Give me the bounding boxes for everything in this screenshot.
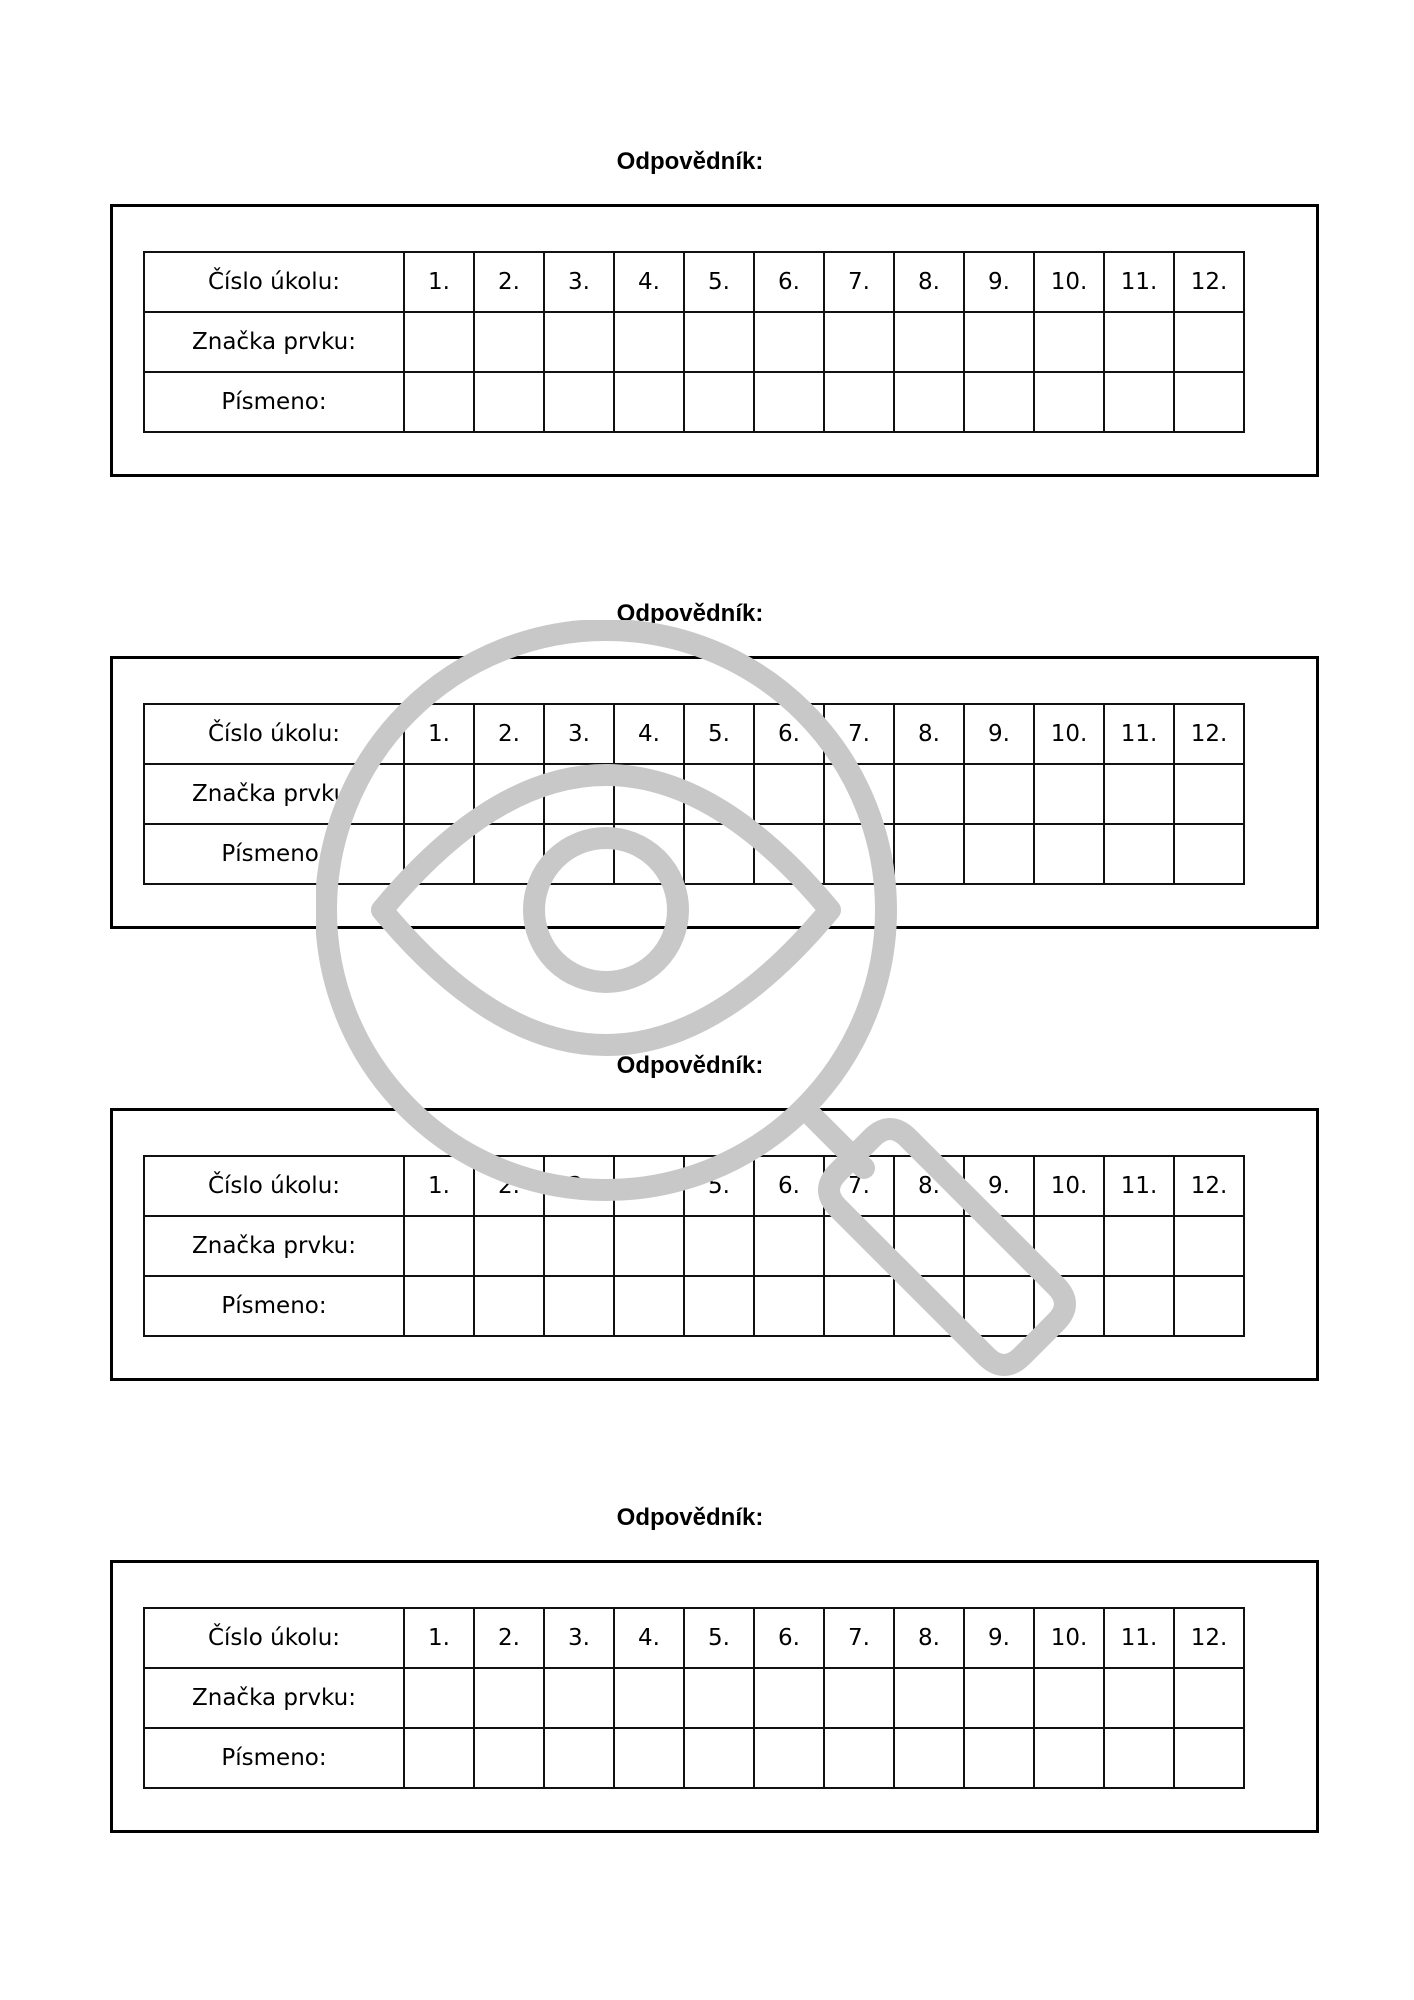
- task-number-cell: 9.: [964, 1608, 1034, 1668]
- answer-cell[interactable]: [684, 1216, 754, 1276]
- answer-cell[interactable]: [754, 372, 824, 432]
- task-number-cell: 1.: [404, 1156, 474, 1216]
- answer-cell[interactable]: [1174, 1668, 1244, 1728]
- task-number-cell: 10.: [1034, 1156, 1104, 1216]
- row-label: Číslo úkolu:: [144, 704, 404, 764]
- answer-cell[interactable]: [754, 764, 824, 824]
- letter-row: [144, 1728, 1244, 1788]
- answer-cell[interactable]: [1104, 372, 1174, 432]
- row-label: Značka prvku:: [144, 1668, 404, 1728]
- answer-cell[interactable]: [474, 1276, 544, 1336]
- answer-frame: [110, 204, 1319, 477]
- section-title: Odpovědník:: [616, 1504, 764, 1531]
- task-number-cell: 4.: [614, 704, 684, 764]
- task-number-cell: 11.: [1104, 704, 1174, 764]
- answer-cell[interactable]: [544, 1728, 614, 1788]
- task-number-cell: 2.: [474, 1608, 544, 1668]
- answer-cell[interactable]: [614, 764, 684, 824]
- element-symbol-row: [144, 1216, 1244, 1276]
- answer-cell[interactable]: [614, 372, 684, 432]
- task-number-cell: 12.: [1174, 252, 1244, 312]
- answer-cell[interactable]: [824, 1216, 894, 1276]
- task-number-cell: 7.: [824, 1608, 894, 1668]
- answer-cell[interactable]: [684, 1728, 754, 1788]
- answer-cell[interactable]: [544, 1216, 614, 1276]
- answer-cell[interactable]: [684, 372, 754, 432]
- answer-cell[interactable]: [754, 1668, 824, 1728]
- answer-cell[interactable]: [474, 312, 544, 372]
- task-number-cell: 11.: [1104, 1608, 1174, 1668]
- task-number-cell: 2.: [474, 252, 544, 312]
- answer-cell[interactable]: [684, 312, 754, 372]
- answer-cell[interactable]: [1174, 764, 1244, 824]
- task-number-cell: 8.: [894, 252, 964, 312]
- task-number-cell: 3.: [544, 252, 614, 312]
- answer-cell[interactable]: [824, 1276, 894, 1336]
- answer-cell[interactable]: [1104, 1276, 1174, 1336]
- answer-cell[interactable]: [404, 1668, 474, 1728]
- task-number-cell: 2.: [474, 1156, 544, 1216]
- row-label: Písmeno:: [144, 1728, 404, 1788]
- answer-cell[interactable]: [964, 312, 1034, 372]
- row-label: Písmeno:: [144, 1276, 404, 1336]
- answer-cell[interactable]: [614, 824, 684, 884]
- answer-cell[interactable]: [894, 312, 964, 372]
- answer-cell[interactable]: [964, 1276, 1034, 1336]
- answer-cell[interactable]: [964, 824, 1034, 884]
- answer-cell[interactable]: [1034, 312, 1104, 372]
- task-number-cell: 10.: [1034, 704, 1104, 764]
- section-title: Odpovědník:: [616, 148, 764, 175]
- answer-cell[interactable]: [1174, 1728, 1244, 1788]
- task-number-cell: 10.: [1034, 1608, 1104, 1668]
- task-number-row: [144, 1156, 1244, 1216]
- task-number-cell: 3.: [544, 1608, 614, 1668]
- task-number-cell: 3.: [544, 1156, 614, 1216]
- answer-cell[interactable]: [1174, 372, 1244, 432]
- answer-cell[interactable]: [964, 372, 1034, 432]
- answer-cell[interactable]: [544, 1668, 614, 1728]
- task-number-cell: 12.: [1174, 1156, 1244, 1216]
- answer-cell[interactable]: [964, 1728, 1034, 1788]
- row-label: Číslo úkolu:: [144, 1156, 404, 1216]
- row-label: Značka prvku:: [144, 764, 404, 824]
- answer-cell[interactable]: [404, 372, 474, 432]
- task-number-cell: 10.: [1034, 252, 1104, 312]
- answer-cell[interactable]: [474, 824, 544, 884]
- task-number-row: [144, 1608, 1244, 1668]
- task-number-cell: 7.: [824, 704, 894, 764]
- answer-cell[interactable]: [824, 764, 894, 824]
- task-number-cell: 5.: [684, 1156, 754, 1216]
- answer-cell[interactable]: [824, 824, 894, 884]
- answer-cell[interactable]: [544, 372, 614, 432]
- answer-cell[interactable]: [404, 312, 474, 372]
- answer-cell[interactable]: [474, 1728, 544, 1788]
- row-label: Číslo úkolu:: [144, 1608, 404, 1668]
- answer-cell[interactable]: [754, 1276, 824, 1336]
- task-number-cell: 6.: [754, 1608, 824, 1668]
- row-label: Značka prvku:: [144, 1216, 404, 1276]
- answer-cell[interactable]: [404, 824, 474, 884]
- letter-row: [144, 372, 1244, 432]
- answer-cell[interactable]: [1174, 312, 1244, 372]
- element-symbol-row: [144, 312, 1244, 372]
- answer-cell[interactable]: [894, 1276, 964, 1336]
- task-number-cell: 9.: [964, 704, 1034, 764]
- answer-cell[interactable]: [894, 1216, 964, 1276]
- task-number-cell: 12.: [1174, 704, 1244, 764]
- answer-cell[interactable]: [614, 1728, 684, 1788]
- answer-cell[interactable]: [754, 1728, 824, 1788]
- answer-cell[interactable]: [824, 1668, 894, 1728]
- answer-cell[interactable]: [544, 312, 614, 372]
- task-number-cell: 5.: [684, 252, 754, 312]
- answer-cell[interactable]: [1174, 1216, 1244, 1276]
- answer-cell[interactable]: [1034, 1276, 1104, 1336]
- task-number-cell: 11.: [1104, 1156, 1174, 1216]
- task-number-row: [144, 252, 1244, 312]
- task-number-cell: 7.: [824, 1156, 894, 1216]
- answer-cell[interactable]: [894, 1668, 964, 1728]
- answer-cell[interactable]: [894, 1728, 964, 1788]
- row-label: Značka prvku:: [144, 312, 404, 372]
- task-number-cell: 6.: [754, 704, 824, 764]
- row-label: Písmeno:: [144, 824, 404, 884]
- task-number-cell: 1.: [404, 252, 474, 312]
- answer-cell[interactable]: [1104, 1728, 1174, 1788]
- answer-cell[interactable]: [404, 1728, 474, 1788]
- answer-cell[interactable]: [544, 1276, 614, 1336]
- task-number-cell: 3.: [544, 704, 614, 764]
- answer-cell[interactable]: [754, 824, 824, 884]
- answer-cell[interactable]: [1104, 1668, 1174, 1728]
- answer-cell[interactable]: [684, 1668, 754, 1728]
- task-number-cell: 7.: [824, 252, 894, 312]
- task-number-cell: 9.: [964, 252, 1034, 312]
- answer-cell[interactable]: [1174, 1276, 1244, 1336]
- answer-cell[interactable]: [684, 824, 754, 884]
- answer-frame: [110, 1560, 1319, 1833]
- task-number-row: [144, 704, 1244, 764]
- answer-cell[interactable]: [474, 1216, 544, 1276]
- task-number-cell: 12.: [1174, 1608, 1244, 1668]
- answer-cell[interactable]: [404, 1216, 474, 1276]
- task-number-cell: 5.: [684, 1608, 754, 1668]
- answer-cell[interactable]: [894, 764, 964, 824]
- answer-cell[interactable]: [544, 824, 614, 884]
- task-number-cell: 11.: [1104, 252, 1174, 312]
- element-symbol-row: [144, 1668, 1244, 1728]
- element-symbol-row: [144, 764, 1244, 824]
- answer-cell[interactable]: [894, 372, 964, 432]
- answer-cell[interactable]: [1104, 824, 1174, 884]
- answer-cell[interactable]: [824, 372, 894, 432]
- answer-cell[interactable]: [614, 1668, 684, 1728]
- answer-cell[interactable]: [1104, 764, 1174, 824]
- answer-cell[interactable]: [614, 312, 684, 372]
- answer-cell[interactable]: [964, 1216, 1034, 1276]
- task-number-cell: 4.: [614, 252, 684, 312]
- answer-cell[interactable]: [1104, 1216, 1174, 1276]
- answer-cell[interactable]: [544, 764, 614, 824]
- answer-cell[interactable]: [1174, 824, 1244, 884]
- answer-table: [143, 251, 1245, 433]
- task-number-cell: 8.: [894, 704, 964, 764]
- answer-table: [143, 703, 1245, 885]
- answer-frame: [110, 1108, 1319, 1381]
- task-number-cell: 2.: [474, 704, 544, 764]
- answer-cell[interactable]: [474, 1668, 544, 1728]
- answer-cell[interactable]: [1034, 1216, 1104, 1276]
- answer-cell[interactable]: [614, 1276, 684, 1336]
- answer-cell[interactable]: [1034, 1668, 1104, 1728]
- task-number-cell: 6.: [754, 1156, 824, 1216]
- answer-cell[interactable]: [1034, 372, 1104, 432]
- answer-cell[interactable]: [754, 312, 824, 372]
- answer-cell[interactable]: [684, 1276, 754, 1336]
- letter-row: [144, 824, 1244, 884]
- section-title: Odpovědník:: [616, 600, 764, 627]
- task-number-cell: 9.: [964, 1156, 1034, 1216]
- answer-cell[interactable]: [404, 764, 474, 824]
- task-number-cell: 5.: [684, 704, 754, 764]
- answer-cell[interactable]: [1034, 824, 1104, 884]
- task-number-cell: 1.: [404, 704, 474, 764]
- task-number-cell: 1.: [404, 1608, 474, 1668]
- task-number-cell: 8.: [894, 1156, 964, 1216]
- answer-cell[interactable]: [824, 1728, 894, 1788]
- answer-cell[interactable]: [1034, 1728, 1104, 1788]
- answer-cell[interactable]: [964, 764, 1034, 824]
- task-number-cell: 6.: [754, 252, 824, 312]
- answer-cell[interactable]: [824, 312, 894, 372]
- answer-cell[interactable]: [1104, 312, 1174, 372]
- answer-cell[interactable]: [894, 824, 964, 884]
- task-number-cell: 4.: [614, 1156, 684, 1216]
- task-number-cell: 8.: [894, 1608, 964, 1668]
- answer-cell[interactable]: [474, 764, 544, 824]
- answer-table: [143, 1155, 1245, 1337]
- answer-cell[interactable]: [1034, 764, 1104, 824]
- answer-cell[interactable]: [614, 1216, 684, 1276]
- row-label: Písmeno:: [144, 372, 404, 432]
- answer-cell[interactable]: [474, 372, 544, 432]
- letter-row: [144, 1276, 1244, 1336]
- answer-cell[interactable]: [754, 1216, 824, 1276]
- row-label: Číslo úkolu:: [144, 252, 404, 312]
- answer-cell[interactable]: [684, 764, 754, 824]
- answer-table: [143, 1607, 1245, 1789]
- section-title: Odpovědník:: [616, 1052, 764, 1079]
- task-number-cell: 4.: [614, 1608, 684, 1668]
- answer-cell[interactable]: [404, 1276, 474, 1336]
- answer-cell[interactable]: [964, 1668, 1034, 1728]
- answer-frame: [110, 656, 1319, 929]
